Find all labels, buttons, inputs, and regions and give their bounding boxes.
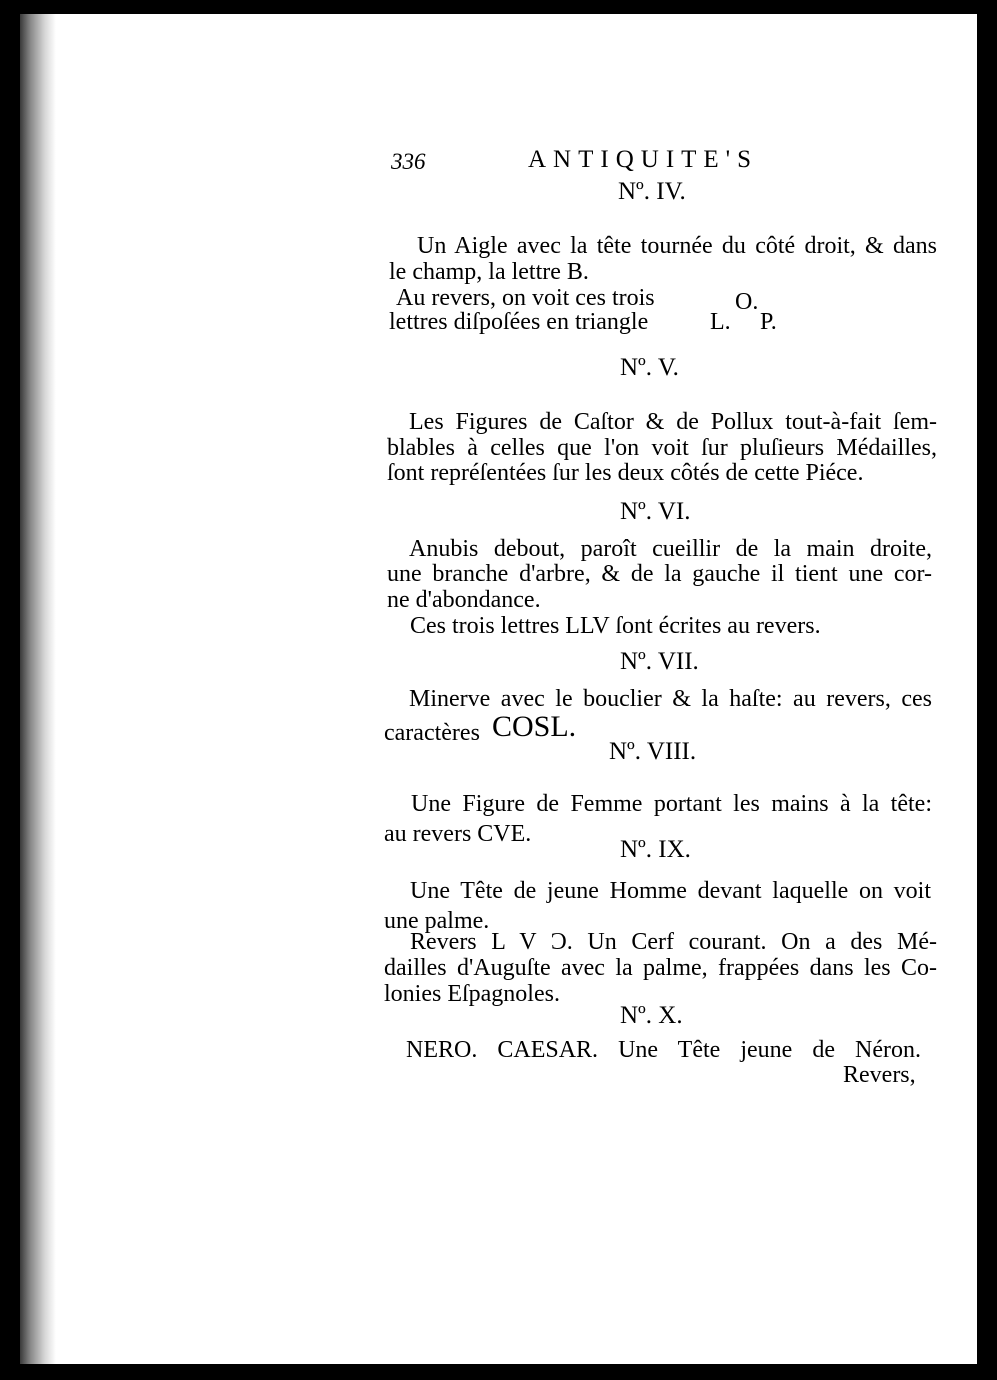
section-heading-vi: Nº. VI. [620,498,691,525]
text-line: Ces trois lettres LLV ſont écrites au revers. [410,613,821,639]
text-line: blables à celles que l'on voit ſur pluſieurs Médailles, [387,435,937,461]
triangle-letter-left: L. [710,309,731,335]
text-line: lettres diſpoſées en triangle [389,309,649,335]
text-line: le champ, la lettre B. [389,259,589,285]
section-heading-viii: Nº. VIII. [609,738,697,765]
triangle-letter-top: O. [735,289,759,315]
text-line: NERO. CAESAR. Une Tête jeune de Néron. [406,1037,921,1063]
section-heading-iv: Nº. IV. [618,178,686,205]
catchword: Revers, [843,1062,916,1088]
text-line: Les Figures de Caſtor & de Pollux tout-à-fait ſem- [409,409,937,435]
text-line: lonies Eſpagnoles. [384,981,560,1007]
text-line: Revers L V Ɔ. Un Cerf courant. On a des Mé- [410,929,937,955]
text-line: Anubis debout, paroît cueillir de la main droite, [409,536,932,562]
section-heading-v: Nº. V. [620,354,679,381]
text-line: Une Figure de Femme portant les mains à la tête: [411,791,932,817]
text-line: Minerve avec le bouclier & la haſte: au revers, ces [409,686,932,712]
book-page [20,14,977,1364]
text-line: Un Aigle avec la tête tournée du côté droit, & dans [417,233,937,259]
text-line: Une Tête de jeune Homme devant laquelle on voit [410,878,931,904]
text-line: caractères [384,720,480,746]
section-heading-ix: Nº. IX. [620,836,691,863]
text-line: ſont repréſentées ſur les deux côtés de cette Piéce. [387,460,864,486]
text-line: une branche d'arbre, & de la gauche il tient une cor- [387,561,932,587]
text-line: au revers CVE. [384,821,532,847]
page-gutter-shadow [20,14,56,1364]
text-line: une palme. [384,908,490,934]
page-number: 336 [391,149,426,174]
inscription: COSL. [492,710,577,743]
section-heading-vii: Nº. VII. [620,648,699,675]
text-line: dailles d'Auguſte avec la palme, frappées dans les Co- [384,955,937,981]
triangle-letter-right: P. [760,309,777,335]
running-title: ANTIQUITE'S [528,146,759,173]
text-line: Au revers, on voit ces trois [396,285,655,311]
section-heading-x: Nº. X. [620,1002,683,1029]
text-line: ne d'abondance. [387,587,541,613]
